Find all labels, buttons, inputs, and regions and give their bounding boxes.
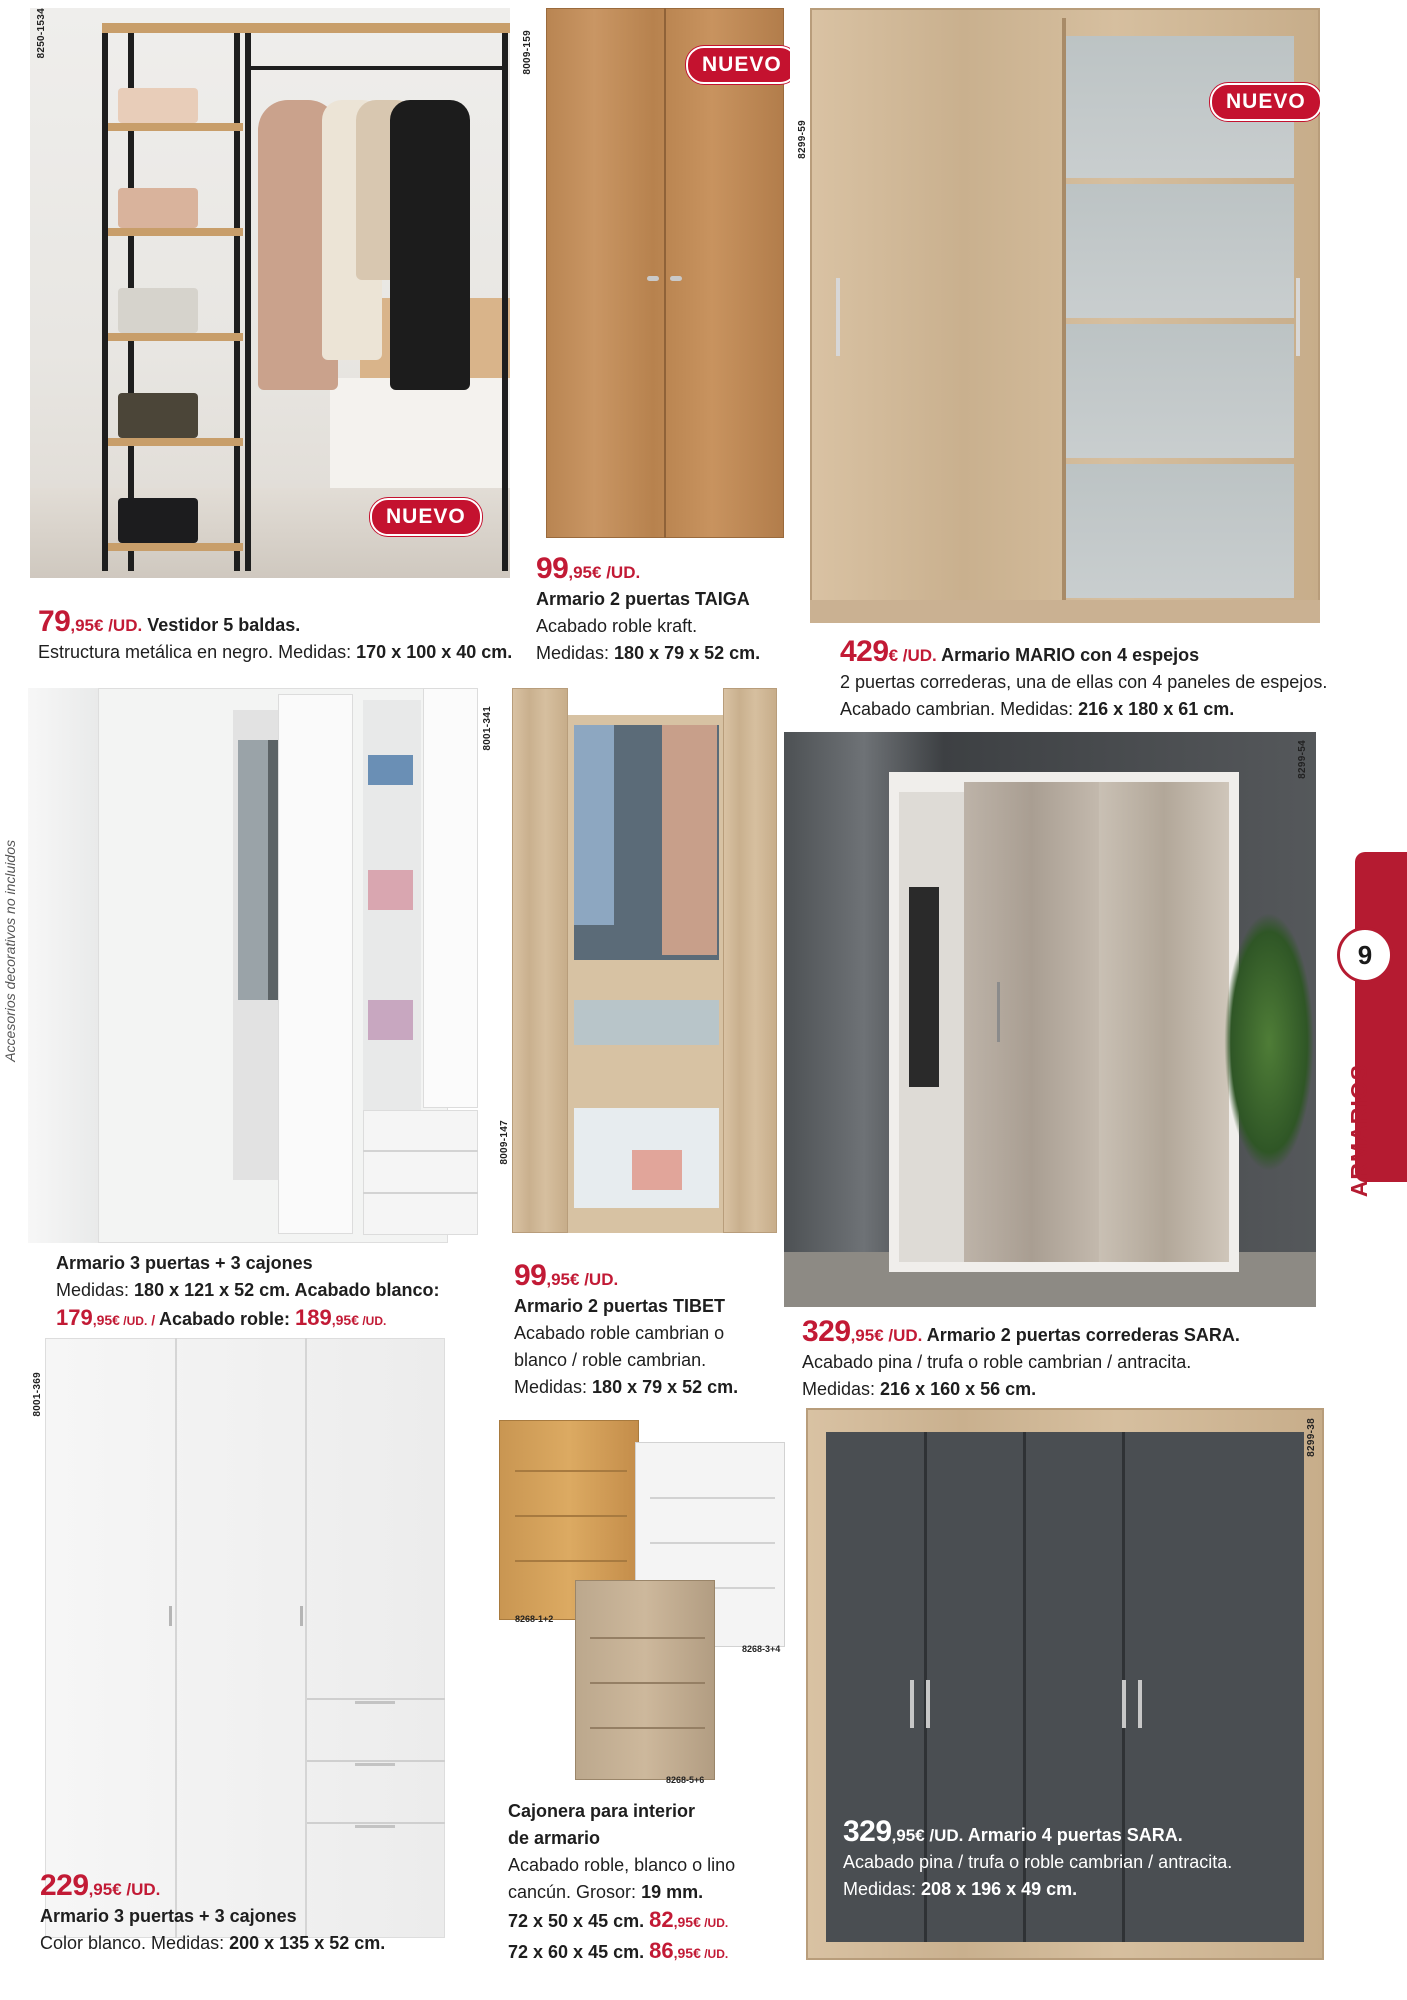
product-name-line2: de armario — [508, 1828, 601, 1848]
product-finish: Acabado pina / trufa o roble cambrian / antracita. — [802, 1352, 1192, 1372]
price-2-decimal: ,95€ — [673, 1945, 701, 1961]
product-thickness: 19 mm. — [641, 1882, 704, 1902]
price-unit: /UD. — [103, 616, 143, 635]
sara-2p-photo — [784, 732, 1316, 1307]
price-decimal: ,95€ — [850, 1326, 884, 1345]
product-name: Armario 3 puertas + 3 cajones — [40, 1906, 297, 1926]
price-unit: /UD. — [601, 563, 641, 582]
product-finish: Acabado pina / trufa o roble cambrian / antracita. — [843, 1852, 1233, 1872]
product-finish-line1: Acabado roble cambrian o — [514, 1323, 725, 1343]
product-name: Armario 2 puertas TIBET — [514, 1296, 726, 1316]
section-label: ARMARIOS — [1346, 1064, 1372, 1198]
price-integer: 329 — [843, 1815, 892, 1848]
price-integer: 99 — [536, 552, 569, 585]
tibet-info — [514, 1259, 804, 1401]
price-unit: /UD. — [883, 1326, 923, 1345]
mario-info — [840, 635, 1340, 723]
sara-2p-info — [802, 1315, 1322, 1403]
price-integer: 429 — [840, 635, 889, 668]
price-oak-decimal: ,95€ — [331, 1312, 359, 1328]
product-code: 8001-341 — [482, 706, 493, 751]
price-1-unit: /UD. — [700, 1916, 729, 1930]
product-code-a: 8268-1+2 — [515, 1614, 554, 1624]
finish-white-label: Acabado blanco: — [290, 1280, 440, 1300]
product-name: Vestidor 5 baldas. — [142, 615, 301, 635]
price-integer: 99 — [514, 1259, 547, 1292]
product-measures: 208 x 196 x 49 cm. — [921, 1879, 1078, 1899]
price-decimal: ,95€ — [546, 1270, 580, 1289]
product-name-line1: Cajonera para interior — [508, 1801, 696, 1821]
price-oak-unit: /UD. — [358, 1314, 387, 1328]
armario-3p-closed-photo — [45, 1338, 445, 1948]
vestidor-photo — [30, 8, 510, 578]
measures-label: Medidas: — [56, 1280, 135, 1300]
price-white-integer: 179 — [56, 1305, 93, 1330]
product-code: 8001-369 — [32, 1372, 43, 1417]
price-integer: 229 — [40, 1869, 89, 1902]
nuevo-badge: NUEVO — [370, 498, 482, 536]
price-white-unit: /UD. — [119, 1314, 148, 1328]
size-1: 72 x 50 x 45 cm. — [508, 1911, 645, 1931]
product-measures: 216 x 180 x 61 cm. — [1078, 699, 1235, 719]
taiga-photo — [540, 8, 790, 548]
product-name: Armario 2 puertas correderas SARA. — [922, 1325, 1240, 1345]
product-code-b: 8268-3+4 — [742, 1644, 781, 1654]
product-code: 8299-38 — [1306, 1418, 1317, 1457]
price-unit: /UD. — [924, 1826, 964, 1845]
product-measures: 180 x 79 x 52 cm. — [614, 643, 761, 663]
price-decimal: ,95€ — [891, 1826, 925, 1845]
product-description: Estructura metálica en negro. Medidas: — [38, 642, 357, 662]
price-integer: 329 — [802, 1315, 851, 1348]
measures-label: Medidas: — [802, 1379, 881, 1399]
product-measures: 200 x 135 x 52 cm. — [229, 1933, 386, 1953]
price-decimal: ,95€ — [568, 563, 602, 582]
price-separator: / — [147, 1312, 159, 1328]
product-code: 8250-1534 — [36, 8, 47, 59]
price-white-decimal: ,95€ — [92, 1312, 120, 1328]
product-finish: Acabado roble kraft. — [536, 616, 698, 636]
product-code: 8299-54 — [1297, 740, 1308, 779]
price-decimal: ,95€ — [88, 1880, 122, 1899]
size-2: 72 x 60 x 45 cm. — [508, 1942, 645, 1962]
product-description: 2 puertas correderas, una de ellas con 4 paneles de espejos. — [840, 672, 1328, 692]
mario-photo — [810, 8, 1320, 623]
price-unit: /UD. — [898, 646, 937, 665]
thickness-label: cancún. Grosor: — [508, 1882, 642, 1902]
sara-4p-info — [843, 1815, 1313, 1903]
product-name: Armario 2 puertas TAIGA — [536, 589, 750, 609]
product-finish: Acabado roble, blanco o lino — [508, 1855, 736, 1875]
price-decimal: € — [888, 646, 899, 665]
price-2-integer: 86 — [649, 1938, 674, 1963]
price-oak-integer: 189 — [295, 1305, 332, 1330]
nuevo-badge: NUEVO — [1210, 83, 1320, 121]
disclaimer-text: Accesorios decorativos no incluidos — [2, 840, 18, 1062]
cajonera-photo — [495, 1412, 795, 1792]
product-finish-line2: blanco / roble cambrian. — [514, 1350, 707, 1370]
product-code: 8009-159 — [522, 30, 533, 75]
finish-oak-label: Acabado roble: — [158, 1309, 296, 1329]
taiga-info — [536, 552, 826, 667]
product-code: 8299-59 — [797, 120, 808, 159]
measures-label: Color blanco. Medidas: — [40, 1933, 230, 1953]
price-1-integer: 82 — [649, 1907, 674, 1932]
product-name: Armario MARIO con 4 espejos — [936, 645, 1200, 665]
price-unit: /UD. — [121, 1880, 161, 1899]
product-measures: 216 x 160 x 56 cm. — [880, 1379, 1037, 1399]
armario-3p-b-info — [40, 1869, 470, 1957]
price-integer: 79 — [38, 605, 71, 638]
product-measures: 180 x 79 x 52 cm. — [592, 1377, 739, 1397]
cajonera-info — [508, 1798, 798, 1968]
price-decimal: ,95€ — [70, 616, 104, 635]
product-name: Armario 3 puertas + 3 cajones — [56, 1253, 313, 1273]
vestidor-info — [38, 605, 528, 666]
product-measures: 170 x 100 x 40 cm. — [356, 642, 513, 662]
armario-3p-a-info — [56, 1250, 526, 1335]
page-number: 9 — [1337, 927, 1393, 983]
measures-label: Acabado cambrian. Medidas: — [840, 699, 1079, 719]
armario-3p-open-photo — [28, 680, 483, 1250]
nuevo-badge: NUEVO — [686, 46, 790, 84]
price-1-decimal: ,95€ — [673, 1914, 701, 1930]
product-code-c: 8268-5+6 — [666, 1775, 705, 1785]
price-2-unit: /UD. — [700, 1947, 729, 1961]
measures-label: Medidas: — [843, 1879, 922, 1899]
measures-label: Medidas: — [514, 1377, 593, 1397]
product-code: 8009-147 — [499, 1120, 510, 1165]
product-measures: 180 x 121 x 52 cm. — [134, 1280, 291, 1300]
tibet-photo — [512, 680, 777, 1245]
product-name: Armario 4 puertas SARA. — [963, 1825, 1183, 1845]
price-unit: /UD. — [579, 1270, 619, 1289]
measures-label: Medidas: — [536, 643, 615, 663]
